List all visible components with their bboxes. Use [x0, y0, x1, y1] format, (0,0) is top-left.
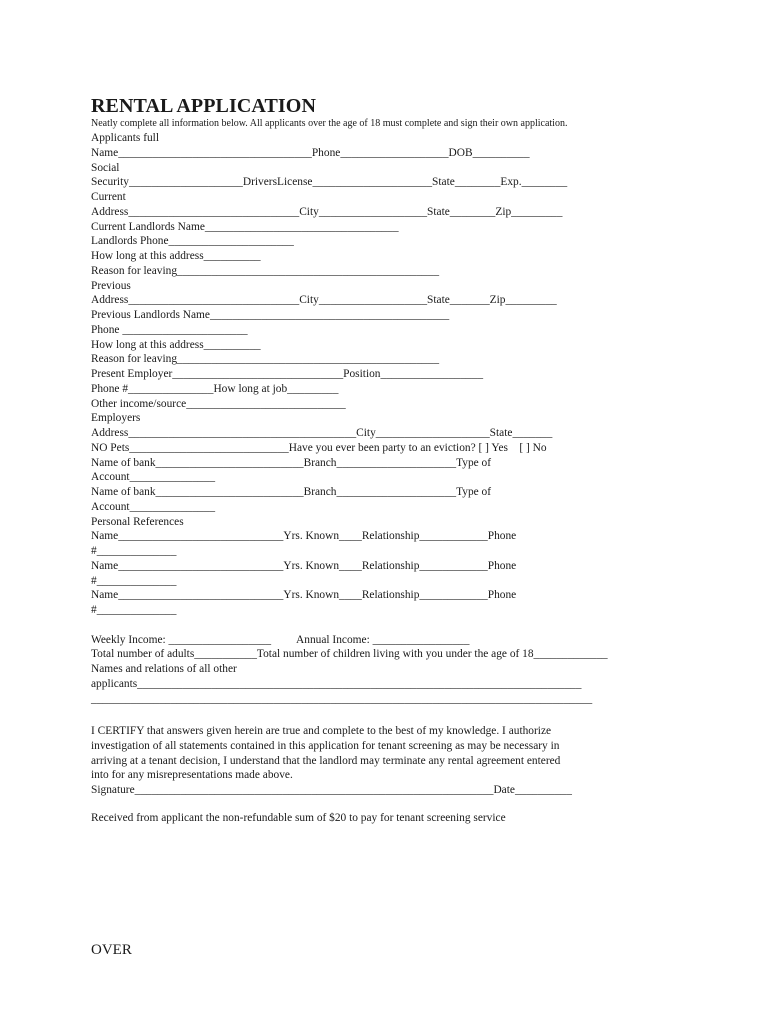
form-field-line[interactable]: Name_____________________________Yrs. Known____Relationship____________Phone: [91, 559, 517, 572]
form-field-line[interactable]: Account_______________: [91, 500, 216, 513]
form-field-line[interactable]: NO Pets____________________________Have you ever been party to an eviction? [ ] Yes [ ] No: [91, 441, 547, 454]
form-field-line[interactable]: #______________: [91, 545, 177, 557]
form-field-line[interactable]: Security____________________DriversLicense_____________________State________Exp.________: [91, 176, 568, 189]
form-field-line[interactable]: Current Landlords Name__________________________________: [91, 220, 399, 233]
form-field-line[interactable]: Name of bank__________________________Branch_____________________Type of: [91, 486, 492, 498]
form-field-line[interactable]: Name_____________________________Yrs. Known____Relationship____________Phone: [91, 589, 517, 602]
form-field-line[interactable]: Employers: [91, 412, 141, 425]
form-field-line[interactable]: How long at this address__________: [91, 338, 261, 351]
over-label: OVER: [91, 942, 132, 958]
form-field-line[interactable]: #______________: [91, 604, 177, 616]
form-field-line[interactable]: applicants______________________________________________________________________________: [91, 677, 582, 690]
form-field-line[interactable]: Name of bank__________________________Branch_____________________Type of: [91, 456, 492, 469]
form-field-line[interactable]: Landlords Phone______________________: [91, 235, 294, 248]
certification-line[interactable]: arriving at a tenant decision, I understand that the landlord may terminate any rental agreement entered: [91, 754, 561, 767]
form-field-line[interactable]: Name_____________________________Yrs. Known____Relationship____________Phone: [91, 530, 517, 543]
instructions-text: Neatly complete all information below. All applicants over the age of 18 must complete and sign their own application.: [91, 118, 568, 129]
form-field-line[interactable]: Reason for leaving______________________________________________: [91, 264, 440, 277]
certification-line[interactable]: investigation of all statements contained in this application for tenant screening as may be necessary in: [91, 739, 560, 752]
form-field-line[interactable]: Previous Landlords Name__________________________________________: [91, 309, 450, 321]
certification-line[interactable]: Signature_______________________________________________________________Date__________: [91, 784, 572, 796]
form-field-line[interactable]: Phone #_______________How long at job_________: [91, 382, 339, 395]
form-field-line[interactable]: Total number of adults___________Total number of children living with you under the age of 18_____________: [91, 648, 608, 661]
form-fields: [91, 131, 608, 706]
fee-notice: Received from applicant the non-refundable sum of $20 to pay for tenant screening service: [91, 812, 506, 824]
form-field-line[interactable]: Weekly Income: __________________ Annual Income: _________________: [91, 633, 470, 646]
form-field-line[interactable]: ________________________________________________________________________________________: [91, 692, 593, 705]
form-field-line[interactable]: Reason for leaving______________________________________________: [91, 353, 440, 366]
form-field-line[interactable]: How long at this address__________: [91, 250, 261, 262]
form-field-line[interactable]: Phone ______________________: [91, 323, 248, 336]
form-field-line[interactable]: Applicants full: [91, 132, 160, 144]
form-field-line[interactable]: Name__________________________________Phone___________________DOB__________: [91, 146, 530, 159]
form-field-line[interactable]: Other income/source____________________________: [91, 397, 346, 410]
form-field-line[interactable]: Account_______________: [91, 471, 216, 484]
certification-line[interactable]: I CERTIFY that answers given herein are true and complete to the best of my knowledge. I authorize: [91, 725, 552, 737]
form-field-line[interactable]: Address________________________________________City____________________State_______: [91, 427, 553, 439]
form-field-line[interactable]: Current: [91, 191, 126, 203]
form-field-line[interactable]: Social: [91, 161, 120, 174]
blank-line: [91, 618, 608, 633]
certification-block: [91, 724, 572, 798]
form-field-line[interactable]: Names and relations of all other: [91, 663, 237, 675]
form-field-line[interactable]: Address______________________________City___________________State________Zip_________: [91, 205, 563, 218]
form-field-line[interactable]: Previous: [91, 279, 131, 292]
form-field-line[interactable]: Personal References: [91, 515, 184, 528]
form-field-line[interactable]: #______________: [91, 574, 177, 587]
certification-line[interactable]: into for any misrepresentations made above.: [91, 769, 293, 782]
page-title: RENTAL APPLICATION: [91, 95, 316, 117]
form-field-line[interactable]: Address______________________________City___________________State_______Zip_________: [91, 294, 557, 307]
form-field-line[interactable]: Present Employer______________________________Position__________________: [91, 368, 484, 380]
